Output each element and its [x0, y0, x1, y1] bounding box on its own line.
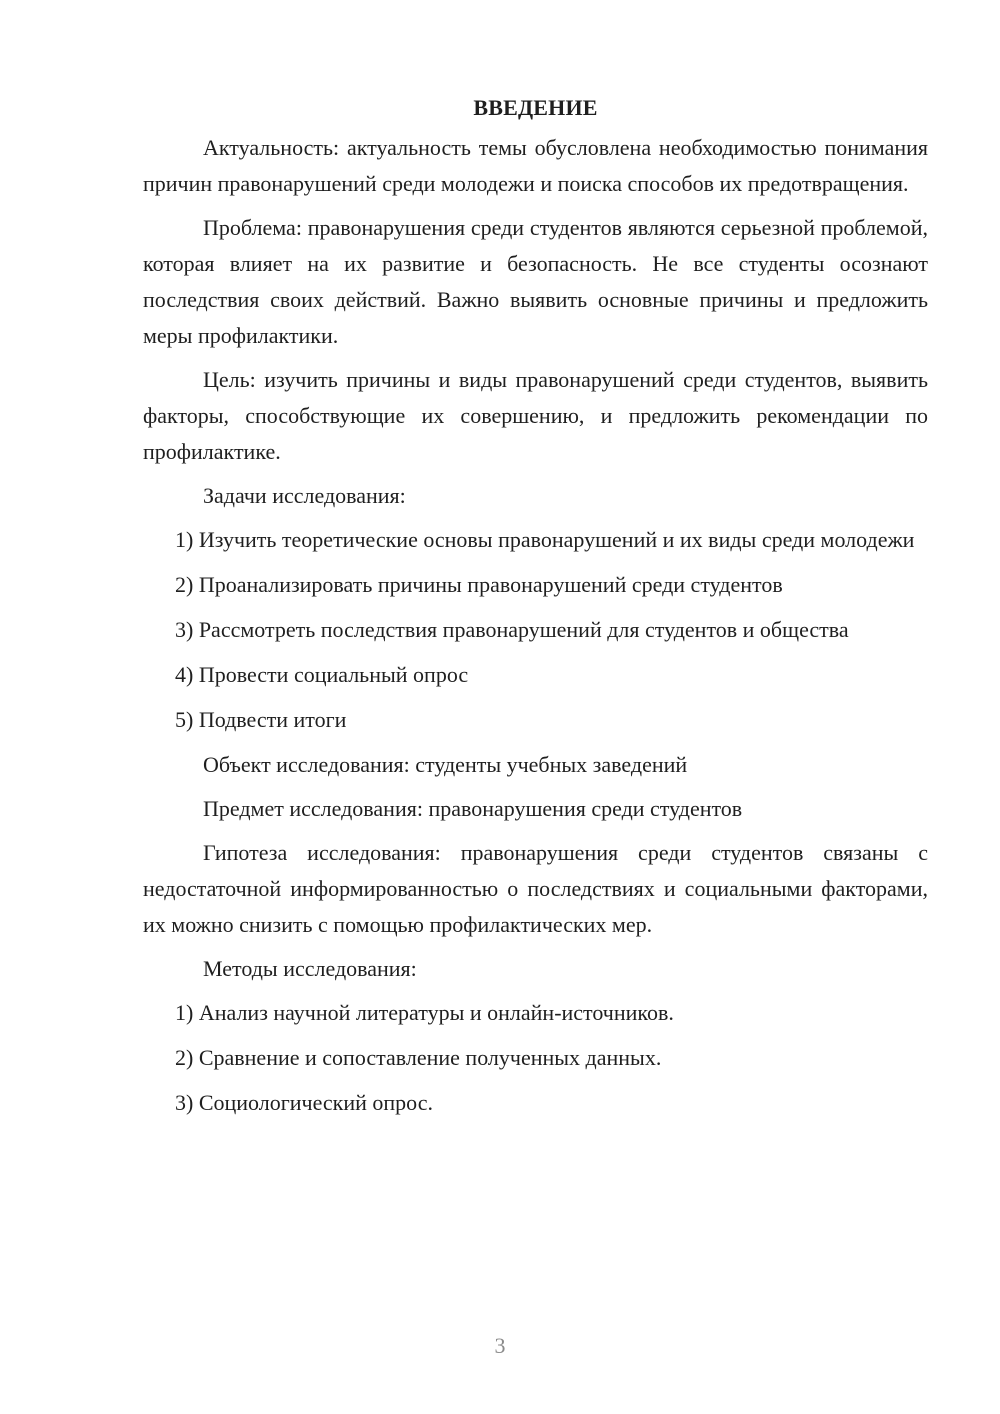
task-item: 1) Изучить теоретические основы правонарушений и их виды среди молодежи: [175, 527, 915, 552]
subject-paragraph: Предмет исследования: правонарушения среди студентов: [203, 796, 743, 821]
document-page: [143, 90, 928, 1130]
section-title: ВВЕДЕНИЕ: [473, 95, 598, 120]
hypothesis-paragraph: Гипотеза исследования: правонарушения среди студентов связаны с недостаточной информированностью о последствиях и социальными факторами, их можно снизить с помощью профилактических мер.: [143, 840, 928, 937]
task-item: 3) Рассмотреть последствия правонарушений для студентов и общества: [175, 617, 849, 642]
task-item: 5) Подвести итоги: [175, 707, 347, 732]
task-item: 4) Провести социальный опрос: [175, 662, 469, 687]
object-paragraph: Объект исследования: студенты учебных заведений: [203, 752, 688, 777]
method-item: 3) Социологический опрос.: [175, 1090, 433, 1115]
tasks-list: [143, 522, 928, 738]
page-number: 3: [494, 1333, 506, 1358]
task-item: 2) Проанализировать причины правонарушений среди студентов: [175, 572, 783, 597]
problem-paragraph: Проблема: правонарушения среди студентов являются серьезной проблемой, которая влияет на их развитие и безопасность. Не все студенты осознают последствия своих действий. Важно выявить основные причины и предложить меры профилактики.: [143, 215, 928, 348]
method-item: 2) Сравнение и сопоставление полученных данных.: [175, 1045, 662, 1070]
goal-paragraph: Цель: изучить причины и виды правонарушений среди студентов, выявить факторы, способствующие их совершению, и предложить рекомендации по профилактике.: [143, 367, 928, 464]
methods-list: [143, 995, 928, 1121]
method-item: 1) Анализ научной литературы и онлайн-источников.: [175, 1000, 674, 1025]
methods-heading: Методы исследования:: [203, 956, 417, 981]
relevance-paragraph: Актуальность: актуальность темы обусловлена необходимостью понимания причин правонарушений среди молодежи и поиска способов их предотвращения.: [143, 135, 928, 196]
tasks-heading: Задачи исследования:: [203, 483, 406, 508]
